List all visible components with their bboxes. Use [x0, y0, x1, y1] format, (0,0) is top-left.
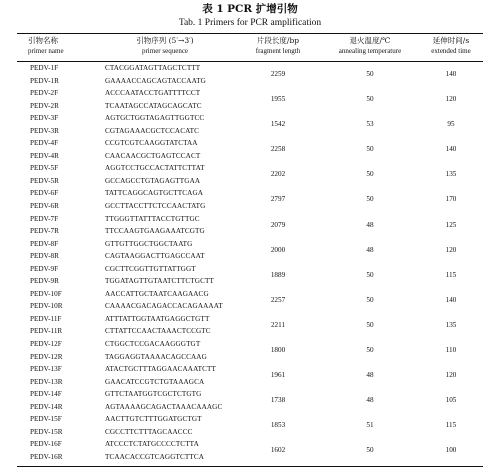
forward-primer-name: PEDV-15F — [30, 415, 62, 424]
annealing-temperature-value: 48 — [366, 396, 374, 405]
reverse-primer-sequence: TAGGAGGTAAAACAGCCAAG — [105, 352, 207, 361]
reverse-primer-sequence: CAAAACGACAGACCACAGAAAAT — [105, 302, 223, 311]
annealing-temperature-value: 48 — [366, 245, 374, 254]
reverse-primer-sequence: GAACATCCGTCTGTAAAGCA — [105, 377, 205, 386]
reverse-primer-name: PEDV-3R — [30, 126, 59, 135]
extended-time-value: 105 — [445, 396, 457, 405]
table-number: 表 1 — [202, 3, 224, 15]
annealing-temperature-value: 50 — [366, 145, 374, 154]
header-annealing-temperature-en: annealing temperature — [338, 47, 402, 55]
forward-primer-sequence: CCGTCGTCAAGGTATCTAA — [105, 139, 198, 148]
annealing-temperature-value: 50 — [366, 95, 374, 104]
reverse-primer-sequence: AGTAAAAGCAGACTAAACAAAGC — [105, 402, 223, 411]
fragment-length-value: 2257 — [270, 295, 286, 304]
fragment-length-value: 2079 — [270, 220, 286, 229]
forward-primer-sequence: AGGTCCTGCCACTATTCTTAT — [105, 164, 205, 173]
reverse-primer-sequence: CAGTAAGGACTTGAGCCAAT — [105, 252, 205, 261]
primer-pair-row — [0, 113, 500, 138]
forward-primer-sequence: CTACGGATAGTTAGCTCTTT — [105, 64, 201, 72]
primer-pair-row — [0, 264, 500, 289]
fragment-length-value: 1800 — [270, 346, 286, 355]
reverse-primer-name: PEDV-1R — [30, 76, 59, 85]
fragment-length-value: 2259 — [270, 70, 286, 78]
fragment-length-value: 2000 — [270, 245, 286, 254]
primer-pair-row — [0, 339, 500, 364]
reverse-primer-sequence: TGGATAGTTGTAATCTTCTGCTT — [105, 277, 214, 286]
forward-primer-sequence: CGCTTCGGTTGTTATTGGT — [105, 264, 196, 273]
forward-primer-name: PEDV-2F — [30, 89, 59, 98]
fragment-length-value: 1889 — [270, 270, 286, 279]
annealing-temperature-value: 50 — [366, 295, 374, 304]
primer-pair-row — [0, 188, 500, 213]
header-extended-time-zh: 延伸时间/s — [432, 36, 470, 45]
reverse-primer-sequence: CTTATTCCAACTAAACTCCGTC — [105, 327, 211, 336]
forward-primer-name: PEDV-13F — [30, 365, 62, 374]
primer-pair-row — [0, 389, 500, 414]
extended-time-value: 135 — [445, 320, 457, 329]
forward-primer-sequence: TATTCAGGCAGTGCTTCAGA — [105, 189, 204, 198]
forward-primer-sequence: ATCCCTCTATGCCCCTCTTA — [105, 440, 199, 449]
extended-time-value: 120 — [445, 245, 457, 254]
reverse-primer-name: PEDV-2R — [30, 101, 59, 110]
forward-primer-name: PEDV-4F — [30, 139, 59, 148]
header-extended-time-en: extended time — [431, 47, 471, 55]
reverse-primer-name: PEDV-13R — [30, 377, 63, 386]
forward-primer-sequence: GTTCTAATGGTCGCTCTGTG — [105, 390, 202, 399]
annealing-temperature-value: 50 — [366, 195, 374, 204]
reverse-primer-name: PEDV-9R — [30, 277, 59, 286]
annealing-temperature-value: 50 — [366, 446, 374, 455]
table-title — [0, 3, 500, 16]
forward-primer-name: PEDV-3F — [30, 114, 59, 123]
reverse-primer-sequence: GCCTTACCTTCTCCAACTATG — [105, 201, 206, 210]
extended-time-value: 115 — [445, 421, 457, 430]
forward-primer-name: PEDV-16F — [30, 440, 62, 449]
reverse-primer-name: PEDV-7R — [30, 227, 59, 236]
reverse-primer-name: PEDV-10R — [30, 302, 63, 311]
extended-time-value: 140 — [445, 295, 457, 304]
annealing-temperature-value: 48 — [366, 371, 374, 380]
primer-pair-row — [0, 364, 500, 389]
extended-time-value: 125 — [445, 220, 457, 229]
header-annealing-temperature — [325, 36, 415, 56]
forward-primer-name: PEDV-9F — [30, 264, 59, 273]
annealing-temperature-value: 50 — [366, 320, 374, 329]
annealing-temperature-value: 50 — [366, 70, 374, 78]
fragment-length-value: 1542 — [270, 120, 286, 129]
forward-primer-name: PEDV-1F — [30, 64, 59, 72]
forward-primer-name: PEDV-6F — [30, 189, 59, 198]
extended-time-value: 140 — [445, 70, 457, 78]
primer-pair-row — [0, 63, 500, 88]
header-primer-name — [18, 36, 108, 56]
reverse-primer-sequence: TCAATAGCCATAGCAGCATC — [105, 101, 202, 110]
forward-primer-sequence: ACCCAATACCTGATTTTCCT — [105, 89, 201, 98]
forward-primer-name: PEDV-11F — [30, 314, 62, 323]
forward-primer-name: PEDV-5F — [30, 164, 59, 173]
header-fragment-length — [238, 36, 318, 56]
primer-pair-row — [0, 214, 500, 239]
fragment-length-value: 2202 — [270, 170, 286, 179]
primer-pair-row — [0, 163, 500, 188]
reverse-primer-sequence: TCAACACCGTCAGGTCTTCA — [105, 452, 205, 461]
header-primer-sequence-zh: 引物序列 (5′→3′) — [136, 36, 194, 45]
primer-pair-row — [0, 314, 500, 339]
primer-pair-row — [0, 289, 500, 314]
header-fragment-length-en: fragment length — [255, 47, 301, 55]
reverse-primer-name: PEDV-11R — [30, 327, 63, 336]
extended-time-value: 115 — [445, 270, 457, 279]
reverse-primer-sequence: GAAAACCAGCAGTACCAATG — [105, 76, 206, 85]
reverse-primer-name: PEDV-12R — [30, 352, 63, 361]
table-title-zh: PCR 扩增引物 — [227, 3, 298, 15]
header-annealing-temperature-zh: 退火温度/℃ — [349, 36, 391, 45]
annealing-temperature-value: 51 — [366, 421, 374, 430]
extended-time-value: 110 — [445, 346, 457, 355]
forward-primer-sequence: AACCATTGCTAATCAAGAACG — [105, 289, 209, 298]
header-extended-time — [420, 36, 482, 56]
fragment-length-value: 2258 — [270, 145, 286, 154]
table-title-en: Tab. 1 Primers for PCR amplification — [178, 18, 322, 28]
fragment-length-value: 1853 — [270, 421, 286, 430]
reverse-primer-sequence: CAACAACGCTGAGTCCACT — [105, 151, 201, 160]
fragment-length-value: 1602 — [270, 446, 286, 455]
primer-pair-row — [0, 138, 500, 163]
bottom-rule — [17, 466, 483, 467]
reverse-primer-sequence: CGTAGAAACGCTCCACATC — [105, 126, 199, 135]
extended-time-value: 120 — [445, 95, 457, 104]
extended-time-value: 100 — [445, 446, 457, 455]
reverse-primer-name: PEDV-6R — [30, 201, 59, 210]
annealing-temperature-value: 50 — [366, 170, 374, 179]
forward-primer-sequence: GTTGTTGGCTGGCTAATG — [105, 239, 193, 248]
top-rule — [17, 33, 483, 34]
primer-pair-row — [0, 88, 500, 113]
forward-primer-name: PEDV-14F — [30, 390, 62, 399]
primer-pair-row — [0, 414, 500, 439]
reverse-primer-sequence: CGCCTTCTTTAGCAACCC — [105, 427, 193, 436]
reverse-primer-name: PEDV-8R — [30, 252, 59, 261]
forward-primer-sequence: ATTTATTGGTAATGAGGCTGTT — [105, 314, 210, 323]
primer-pair-row — [0, 239, 500, 264]
forward-primer-name: PEDV-7F — [30, 214, 59, 223]
extended-time-value: 135 — [445, 170, 457, 179]
reverse-primer-name: PEDV-16R — [30, 452, 63, 461]
fragment-length-value: 1738 — [270, 396, 286, 405]
fragment-length-value: 2797 — [270, 195, 286, 204]
reverse-primer-name: PEDV-4R — [30, 151, 59, 160]
forward-primer-sequence: TTGGGTTATTTACCTGTTGC — [105, 214, 200, 223]
extended-time-value: 95 — [447, 120, 455, 129]
forward-primer-sequence: AGTGCTGGTAGAGTTGGTCC — [105, 114, 205, 123]
forward-primer-sequence: CTGGCTCCGACAAGGGTGT — [105, 340, 201, 349]
forward-primer-name: PEDV-10F — [30, 289, 62, 298]
header-primer-sequence — [105, 36, 225, 56]
fragment-length-value: 2211 — [270, 320, 286, 329]
header-fragment-length-zh: 片段长度/bp — [256, 36, 300, 45]
forward-primer-name: PEDV-8F — [30, 239, 59, 248]
forward-primer-sequence: ATACTGCTTTAGGAACAAATCTT — [105, 365, 216, 374]
reverse-primer-name: PEDV-14R — [30, 402, 63, 411]
annealing-temperature-value: 50 — [366, 346, 374, 355]
fragment-length-value: 1955 — [270, 95, 286, 104]
reverse-primer-sequence: TTCCAAGTGAAGAAATCGTG — [105, 227, 205, 236]
annealing-temperature-value: 50 — [366, 270, 374, 279]
header-primer-name-en: primer name — [28, 47, 64, 55]
reverse-primer-name: PEDV-5R — [30, 176, 59, 185]
forward-primer-sequence: AACTTGTCTTTGGATGCTGT — [105, 415, 202, 424]
fragment-length-value: 1961 — [270, 371, 286, 380]
header-primer-name-zh: 引物名称 — [28, 36, 58, 45]
primer-pair-row — [0, 439, 500, 464]
primer-table-body — [0, 63, 500, 465]
extended-time-value: 170 — [445, 195, 457, 204]
extended-time-value: 140 — [445, 145, 457, 154]
forward-primer-name: PEDV-12F — [30, 340, 62, 349]
annealing-temperature-value: 53 — [366, 120, 374, 129]
reverse-primer-sequence: GCCAGCCTGTAGAGTTGAA — [105, 176, 201, 185]
header-primer-sequence-en: primer sequence — [141, 47, 189, 55]
extended-time-value: 120 — [445, 371, 457, 380]
annealing-temperature-value: 48 — [366, 220, 374, 229]
header-rule — [17, 61, 483, 62]
reverse-primer-name: PEDV-15R — [30, 427, 63, 436]
